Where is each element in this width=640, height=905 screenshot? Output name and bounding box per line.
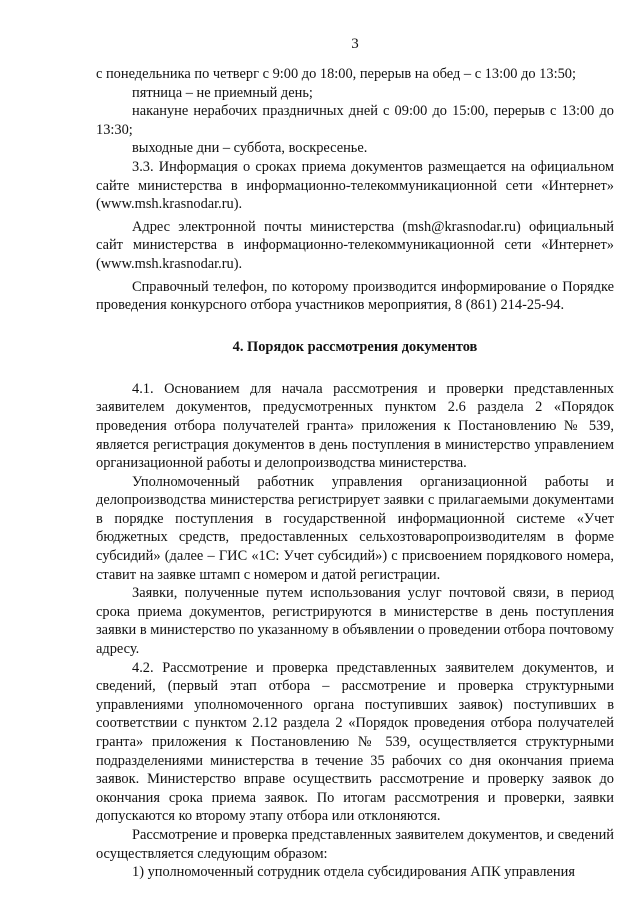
paragraph-schedule-preholiday: накануне нерабочих праздничных дней с 09:00 до 15:00, перерыв с 13:00 до 13:30; [96,103,614,138]
paragraph-postal: Заявки, полученные путем использования услуг почтовой связи, в период срока приема документов, регистрируются в министерстве в день поступления заявки в министерство по указанному в объявлении о проведении отбора почтовому адресу. [96,585,614,658]
paragraph-4-2: 4.2. Рассмотрение и проверка представленных заявителем документов, и сведений, (первый этап отбора – рассмотрение и проверка структурными управлениями уполномоченного органа поступивших заявок) поступивших в соответствии с пунктом 2.12 раздела 2 «Порядок проведения отбора получателей гранта» приложения к Постановлению № 539, осуществляется структурными подразделениями министерства в течение 35 рабочих со дня окончания приема заявок. Министерство вправе осуществить рассмотрение и проверку заявок до окончания срока приема заявок. По итогам рассмотрения и проверки, заявки допускаются ко второму этапу отбора или отклоняются. [96,659,614,825]
section-heading: 4. Порядок рассмотрения документов [232,338,478,355]
paragraph-item-1: 1) уполномоченный сотрудник отдела субсидирования АПК управления [132,864,575,881]
paragraph-email: Адрес электронной почты министерства (msh@krasnodar.ru) официальный сайт министерства в информационно-телекоммуникационной сети «Интернет» (www.msh.krasnodar.ru). [96,218,614,272]
paragraph-schedule-friday: пятница – не приемный день; [132,84,313,101]
paragraph-registration: Уполномоченный работник управления организационной работы и делопроизводства министерства регистрирует заявки с прилагаемыми документами в порядке поступления в государственной информационной системе «Учет бюджетных средств, предоставленных сельхозтоваропроизводителям в форме субсидий» (далее – ГИС «1С: Учет субсидий») с присвоением порядкового номера, ставит на заявке штамп с номером и датой регистрации. [96,473,614,583]
paragraph-3-3: 3.3. Информация о сроках приема документов размещается на официальном сайте министерства в информационно-телекоммуникационной сети «Интернет» (www.msh.krasnodar.ru). [96,158,614,213]
page-number: 3 [351,36,359,52]
paragraph-review-method: Рассмотрение и проверка представленных заявителем документов, и сведений осуществляется следующим образом: [96,826,614,862]
paragraph-schedule-weekend: выходные дни – суббота, воскресенье. [132,140,368,157]
paragraph-4-1: 4.1. Основанием для начала рассмотрения и проверки представленных заявителем документов, предусмотренных пунктом 2.6 раздела 2 «Порядок проведения отбора получателей гранта» приложения к Постановлению № 539, является регистрация документов в день поступления в министерство управлением организационной работы и делопроизводства министерства. [96,380,614,472]
paragraph-phone: Справочный телефон, по которому производится информирование о Порядке проведения конкурсного отбора участников мероприятия, 8 (861) 214-25-94. [96,278,614,314]
paragraph-schedule-weekdays: с понедельника по четверг с 9:00 до 18:00, перерыв на обед – с 13:00 до 13:50; [96,66,576,82]
